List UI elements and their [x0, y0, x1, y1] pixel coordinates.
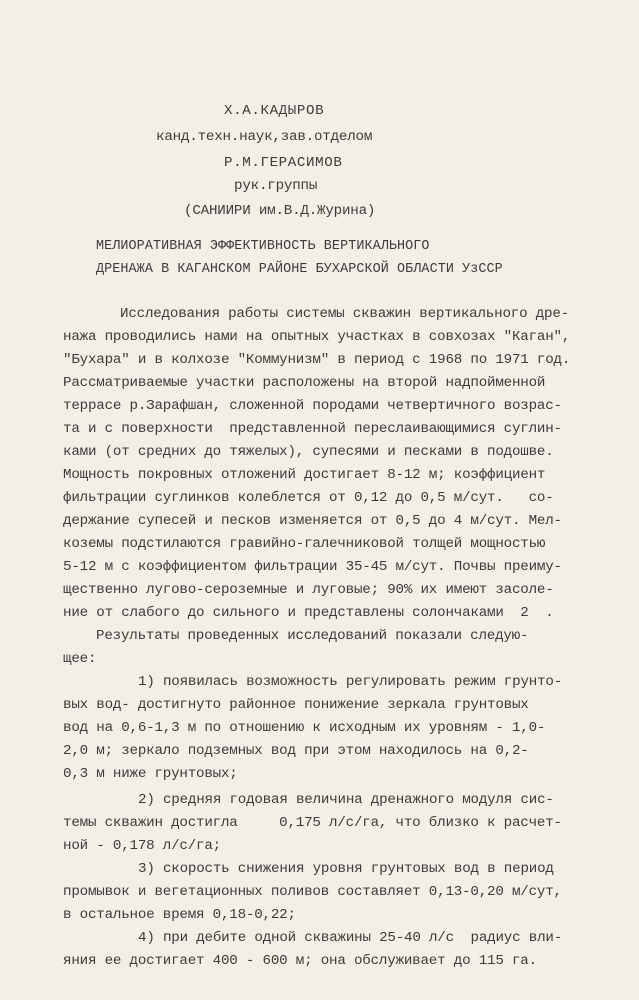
author2-name: Р.М.ГЕРАСИМОВ: [224, 155, 343, 171]
paper-title-line: ДРЕНАЖА В КАГАНСКОМ РАЙОНЕ БУХАРСКОЙ ОБЛАСТИ УзССР: [96, 262, 503, 277]
body-line: террасе р.Зарафшан, сложенной породами четвертичного возрас-: [63, 398, 562, 414]
body-line: Рассматриваемые участки расположены на второй надпойменной: [63, 375, 546, 391]
body-line: та и с поверхности представленной переслаивающимися суглин-: [63, 421, 562, 437]
body-line: промывок и вегетационных поливов составляет 0,13-0,20 м/сут,: [63, 884, 562, 900]
body-line: яния ее достигает 400 - 600 м; она обслуживает до 115 га.: [63, 953, 537, 969]
body-line: "Бухара" и в колхозе "Коммунизм" в период с 1968 по 1971 год.: [63, 352, 571, 368]
body-line: ной - 0,178 л/с/га;: [63, 838, 221, 854]
body-line: ками (от средних до тяжелых), супесями и песками в подошве.: [63, 444, 554, 460]
body-line: фильтрации суглинков колеблется от 0,12 до 0,5 м/сут. со-: [63, 490, 554, 506]
body-line: 0,3 м ниже грунтовых;: [63, 766, 238, 782]
body-line: щее:: [63, 651, 97, 667]
list-item-line: 1) появилась возможность регулировать режим грунто-: [138, 674, 563, 690]
list-item-line: 2) средняя годовая величина дренажного модуля сис-: [138, 792, 554, 808]
body-line: 2,0 м; зеркало подземных вод при этом находилось на 0,2-: [63, 743, 529, 759]
body-line: вод на 0,6-1,3 м по отношению к исходным их уровням - 1,0-: [63, 720, 546, 736]
body-line: Результаты проведенных исследований показали следую-: [96, 628, 529, 644]
body-line: держание супесей и песков изменяется от 0,5 до 4 м/сут. Мел-: [63, 513, 562, 529]
body-line: Мощность покровных отложений достигает 8-12 м; коэффициент: [63, 467, 546, 483]
body-line: темы скважин достигла 0,175 л/с/га, что близко к расчет-: [63, 815, 562, 831]
list-item-line: 3) скорость снижения уровня грунтовых вод в период: [138, 861, 554, 877]
author1-title: канд.техн.наук,зав.отделом: [156, 129, 373, 145]
body-line: коземы подстилаются гравийно-галечниковой толщей мощностью: [63, 536, 546, 552]
body-line: ние от слабого до сильного и представлены солончаками 2 .: [63, 605, 554, 621]
body-line: нажа проводились нами на опытных участках в совхозах "Каган",: [63, 329, 571, 345]
body-line: в остальное время 0,18-0,22;: [63, 907, 296, 923]
body-line: 5-12 м с коэффициентом фильтрации 35-45 м/сут. Почвы преиму-: [63, 559, 562, 575]
list-item-line: 4) при дебите одной скважины 25-40 л/с радиус вли-: [138, 930, 563, 946]
author2-title: рук.группы: [234, 178, 318, 194]
paper-title-line: МЕЛИОРАТИВНАЯ ЭФФЕКТИВНОСТЬ ВЕРТИКАЛЬНОГО: [96, 239, 430, 254]
body-line: щественно лугово-сероземные и луговые; 90% их имеют засоле-: [63, 582, 554, 598]
body-line: вых вод- достигнуто районное понижение зеркала грунтовых: [63, 697, 529, 713]
affiliation: (САНИИРИ им.В.Д.Журина): [184, 203, 376, 219]
body-line: Исследования работы системы скважин вертикального дре-: [120, 306, 569, 322]
author1-name: Х.А.КАДЫРОВ: [224, 103, 325, 119]
